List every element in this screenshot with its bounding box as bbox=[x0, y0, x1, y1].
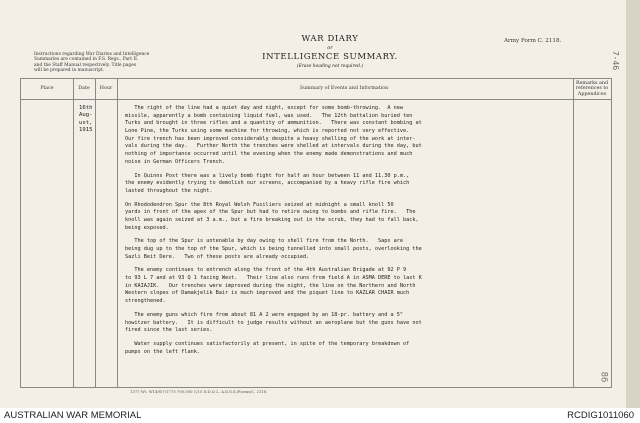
handwritten-note: 7-46 bbox=[611, 50, 621, 71]
column-divider bbox=[573, 79, 574, 387]
summary-line: Sazli Beit Dere. Two of these posts are already occupied. bbox=[125, 253, 310, 260]
summary-paragraph bbox=[125, 341, 567, 356]
summary-line: knoll was again seized at 3 a.m., but a fire breaking out in the scrub, they had to fall back, bbox=[125, 216, 419, 223]
title-or: or bbox=[327, 45, 333, 51]
summary-line: The right of the line had a quiet day and night, except for some bomb-throwing. A new bbox=[125, 105, 403, 111]
summary-line: noise in German Officers Trench. bbox=[125, 158, 225, 165]
header-place: Place bbox=[40, 86, 54, 92]
page-edge bbox=[626, 0, 640, 408]
summary-paragraph bbox=[125, 312, 567, 335]
instructions-line: will be prepared in manuscript. bbox=[34, 68, 105, 74]
summary-paragraph bbox=[125, 202, 567, 233]
summary-line: fired since the last series. bbox=[125, 327, 213, 334]
form-title bbox=[230, 34, 430, 69]
summary-line: Lone Pine, the Turks using some machine for throwing, which is reported not very effective. bbox=[125, 128, 410, 135]
diary-table bbox=[20, 78, 612, 388]
summary-line: vals during the day. Further North the trenches were shelled at intervals during the day, but bbox=[125, 143, 422, 150]
date-line: 1915 bbox=[79, 127, 93, 134]
summary-line: pumps on the left flank. bbox=[125, 348, 200, 355]
summary-line: Turks and brought in three rifles and a quantity of ammunition. There was constant bombing at bbox=[125, 120, 422, 127]
summary-text bbox=[125, 105, 567, 356]
table-header bbox=[21, 79, 611, 100]
summary-paragraph bbox=[125, 267, 567, 305]
summary-paragraph bbox=[125, 238, 567, 261]
summary-line: strengthened. bbox=[125, 298, 166, 305]
summary-line: The top of the Spur is untenable by day owing to shell fire from the North. Saps are bbox=[125, 238, 403, 245]
header-hour: Hour bbox=[99, 86, 113, 92]
summary-line: Water supply continues satisfactorily at present, in spite of the temporary breakdown of bbox=[125, 340, 410, 347]
date-line: Aug- bbox=[79, 112, 93, 119]
instructions-line: Instructions regarding War Diaries and Intelligence bbox=[34, 52, 150, 57]
header-date: Date bbox=[78, 86, 90, 92]
instructions-line: Summaries are contained in F.S. Regs., Part II. bbox=[34, 57, 139, 63]
title-intelligence-summary: INTELLIGENCE SUMMARY. bbox=[262, 52, 398, 62]
summary-paragraph bbox=[125, 173, 567, 196]
instructions-note bbox=[34, 52, 194, 74]
summary-line: nothing of importance occurred until the evening when the enemy made demonstrations and much bbox=[125, 151, 413, 158]
instructions-line: and the Staff Manual respectively. Title pages bbox=[34, 62, 137, 68]
summary-line: lasted throughout the night. bbox=[125, 187, 213, 194]
summary-line: to 93 L 7 and at 93 Q 1 facing West. Their line also runs from field A in ASMA DERE to last K bbox=[125, 275, 422, 282]
header-remarks: Remarks and references to Appendices bbox=[575, 80, 609, 97]
summary-line: The enemy continues to entrench along the front of the 4th Australian Brigade at 92 P 9 bbox=[125, 267, 407, 274]
summary-paragraph bbox=[125, 105, 567, 167]
header-summary: Summary of Events and Information bbox=[299, 86, 389, 92]
archive-name: AUSTRALIAN WAR MEMORIAL bbox=[4, 410, 142, 421]
summary-line: missile, apparently a bomb containing liquid fuel, was used. The 12th battalion buried ten bbox=[125, 112, 413, 119]
summary-line: the enemy evidently trying to demolish our screens, accompanied by a heavy rifle fire which bbox=[125, 180, 410, 187]
summary-line: On Rhododendron Spur the 8th Royal Welsh Fusiliers seized at midnight a small knoll 50 bbox=[125, 201, 394, 208]
summary-line: Our fire trench has been improved considerably despite a heavy shelling of the work at inter- bbox=[125, 135, 416, 142]
printer-imprint: 1377 Wt. W14957/1773 700,000 1/15 D.D.& L. A.D.S.S./Forms/C. 2118. bbox=[130, 389, 268, 394]
column-divider bbox=[73, 79, 74, 387]
record-id: RCDIG1011060 bbox=[567, 410, 634, 421]
summary-line: in KAIAJIK. Our trenches were improved during the night, the line on the Northern and North bbox=[125, 282, 416, 289]
summary-line: being dug up to the top of the Spur, which is being tunnelled into small posts, overlooking the bbox=[125, 246, 422, 252]
army-form-number: Army Form C. 2118. bbox=[504, 38, 562, 44]
caption-bar bbox=[0, 408, 640, 423]
summary-line: howitzer battery. It is difficult to judge results without an aeroplane but the guns have not bbox=[125, 319, 422, 326]
date-line: ust, bbox=[79, 119, 93, 126]
summary-line: yards in front of the apex of the Spur but had to retire owing to bombs and rifle fire. The bbox=[125, 209, 416, 216]
summary-line: The enemy guns which fire from about 81 A 2 were engaged by an 18-pr. battery and a 5" bbox=[125, 311, 403, 318]
date-line: 16th bbox=[79, 105, 93, 111]
summary-line: In Quinns Post there was a lively bomb fight for half an hour between 11 and 11.30 p.m., bbox=[125, 172, 410, 179]
summary-line: Western slopes of Damakjelik Bair is much improved and the piquet line to KAZLAR CHAIR much bbox=[125, 290, 410, 297]
page-number: 86 bbox=[598, 371, 609, 383]
summary-line: being exposed. bbox=[125, 224, 169, 231]
title-note: (Erase heading not required.) bbox=[296, 64, 364, 69]
entry-date bbox=[79, 105, 119, 135]
title-war-diary: WAR DIARY bbox=[301, 34, 359, 44]
